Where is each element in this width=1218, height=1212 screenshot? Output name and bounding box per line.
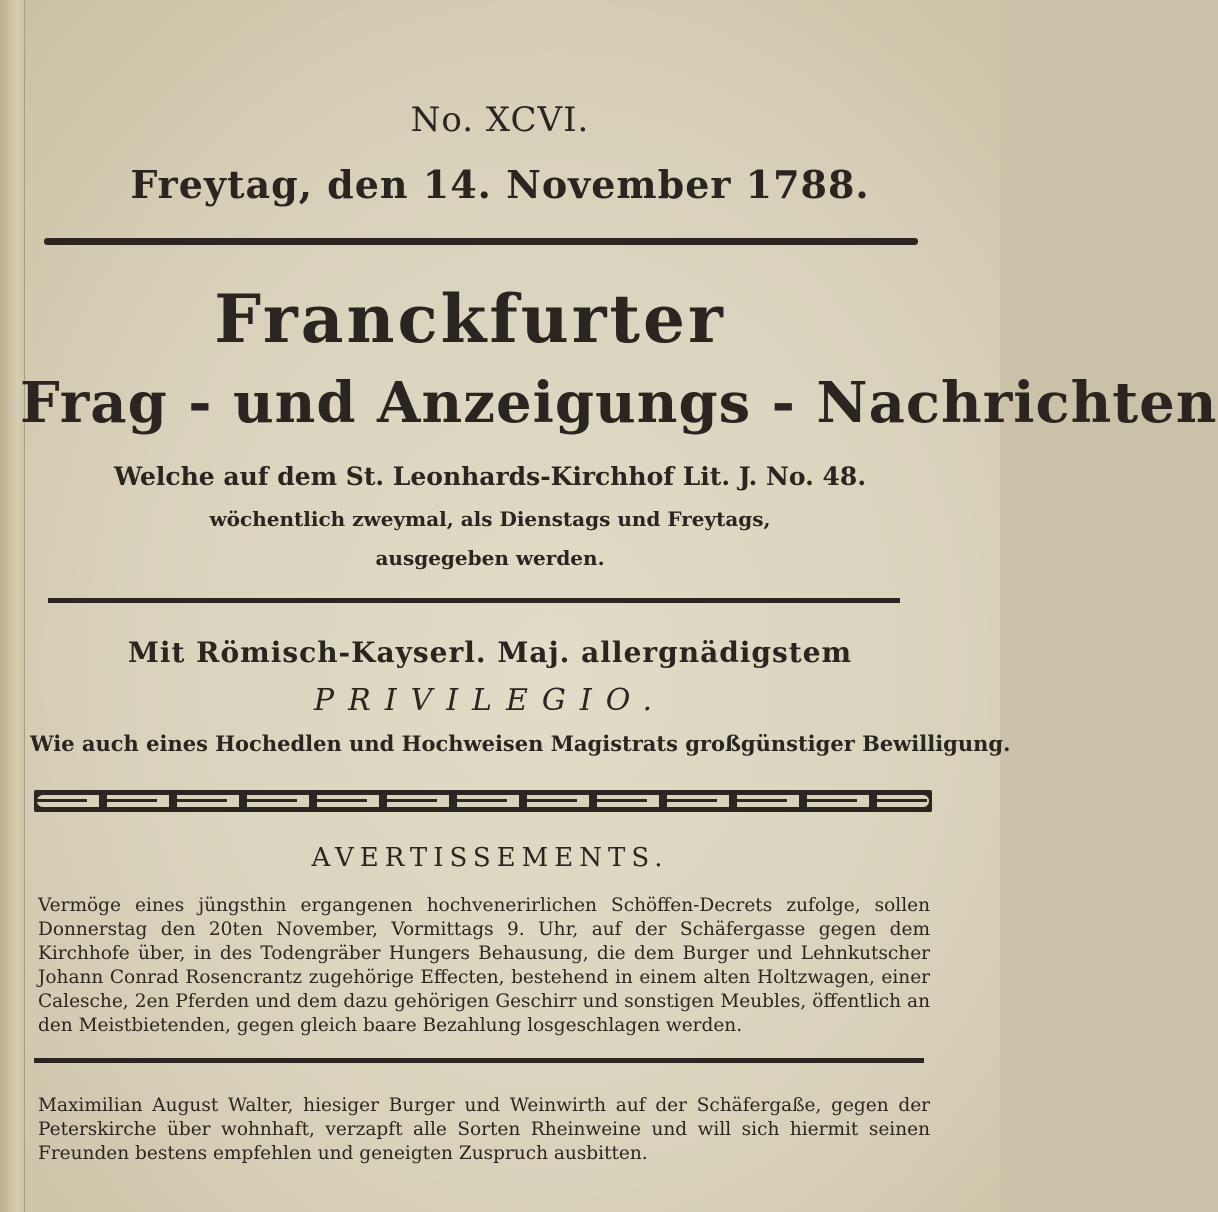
masthead-frequency: wöchentlich zweymal, als Dienstags und Freytags,: [209, 507, 771, 531]
masthead-issued: ausgegeben werden.: [375, 546, 605, 570]
privilege-line1: Mit Römisch-Kayserl. Maj. allergnädigstem: [127, 636, 853, 669]
issue-number: No. XCVI.: [410, 100, 590, 140]
notice-divider: [34, 1058, 924, 1063]
privilege-line2: PRIVILEGIO.: [313, 683, 667, 718]
notice-auction: Vermöge eines jüngsthin ergangenen hochvenerirlichen Schöffen-Decrets zufolge, sollen Donnerstag den 20ten November, Vormittags 9. Uhr, auf der Schäfergasse gegen dem Kirchhofe über, in des Todengräber Hungers Behausung, die dem Burger und Lehnkutscher Johann Conrad Rosencrantz zugehörige Effecten, bestehend in einem alten Holtzwagen, einer Calesche, 2en Pferden und dem dazu gehörigen Geschirr und sonstigen Meubles, öffentlich an den Meistbietenden, gegen gleich baare Bezahlung losgeschlagen werden.: [38, 895, 930, 1036]
notice-wine: Maximilian August Walter, hiesiger Burger und Weinwirth auf der Schäfergaße, gegen der Peterskirche über wohnhaft, verzapft alle Sorten Rheinweine und will sich hiermit seinen Freunden bestens empfehlen und geneigten Zuspruch ausbitten.: [38, 1095, 930, 1164]
masthead-title-line1: Franckfurter: [214, 280, 726, 358]
top-rule: [44, 238, 918, 245]
masthead-location: Welche auf dem St. Leonhards-Kirchhof Lit. J. No. 48.: [113, 462, 867, 491]
masthead-title-line2: Frag - und Anzeigungs - Nachrichten: [20, 370, 1218, 436]
ornamental-border: [34, 790, 932, 812]
privilege-line3: Wie auch eines Hochedlen und Hochweisen Magistrats großgünstiger Bewilligung.: [30, 731, 1011, 756]
section-heading: AVERTISSEMENTS.: [311, 843, 669, 873]
masthead-rule: [48, 598, 900, 603]
issue-date: Freytag, den 14. November 1788.: [130, 162, 870, 207]
ornament-midline: [37, 799, 929, 802]
